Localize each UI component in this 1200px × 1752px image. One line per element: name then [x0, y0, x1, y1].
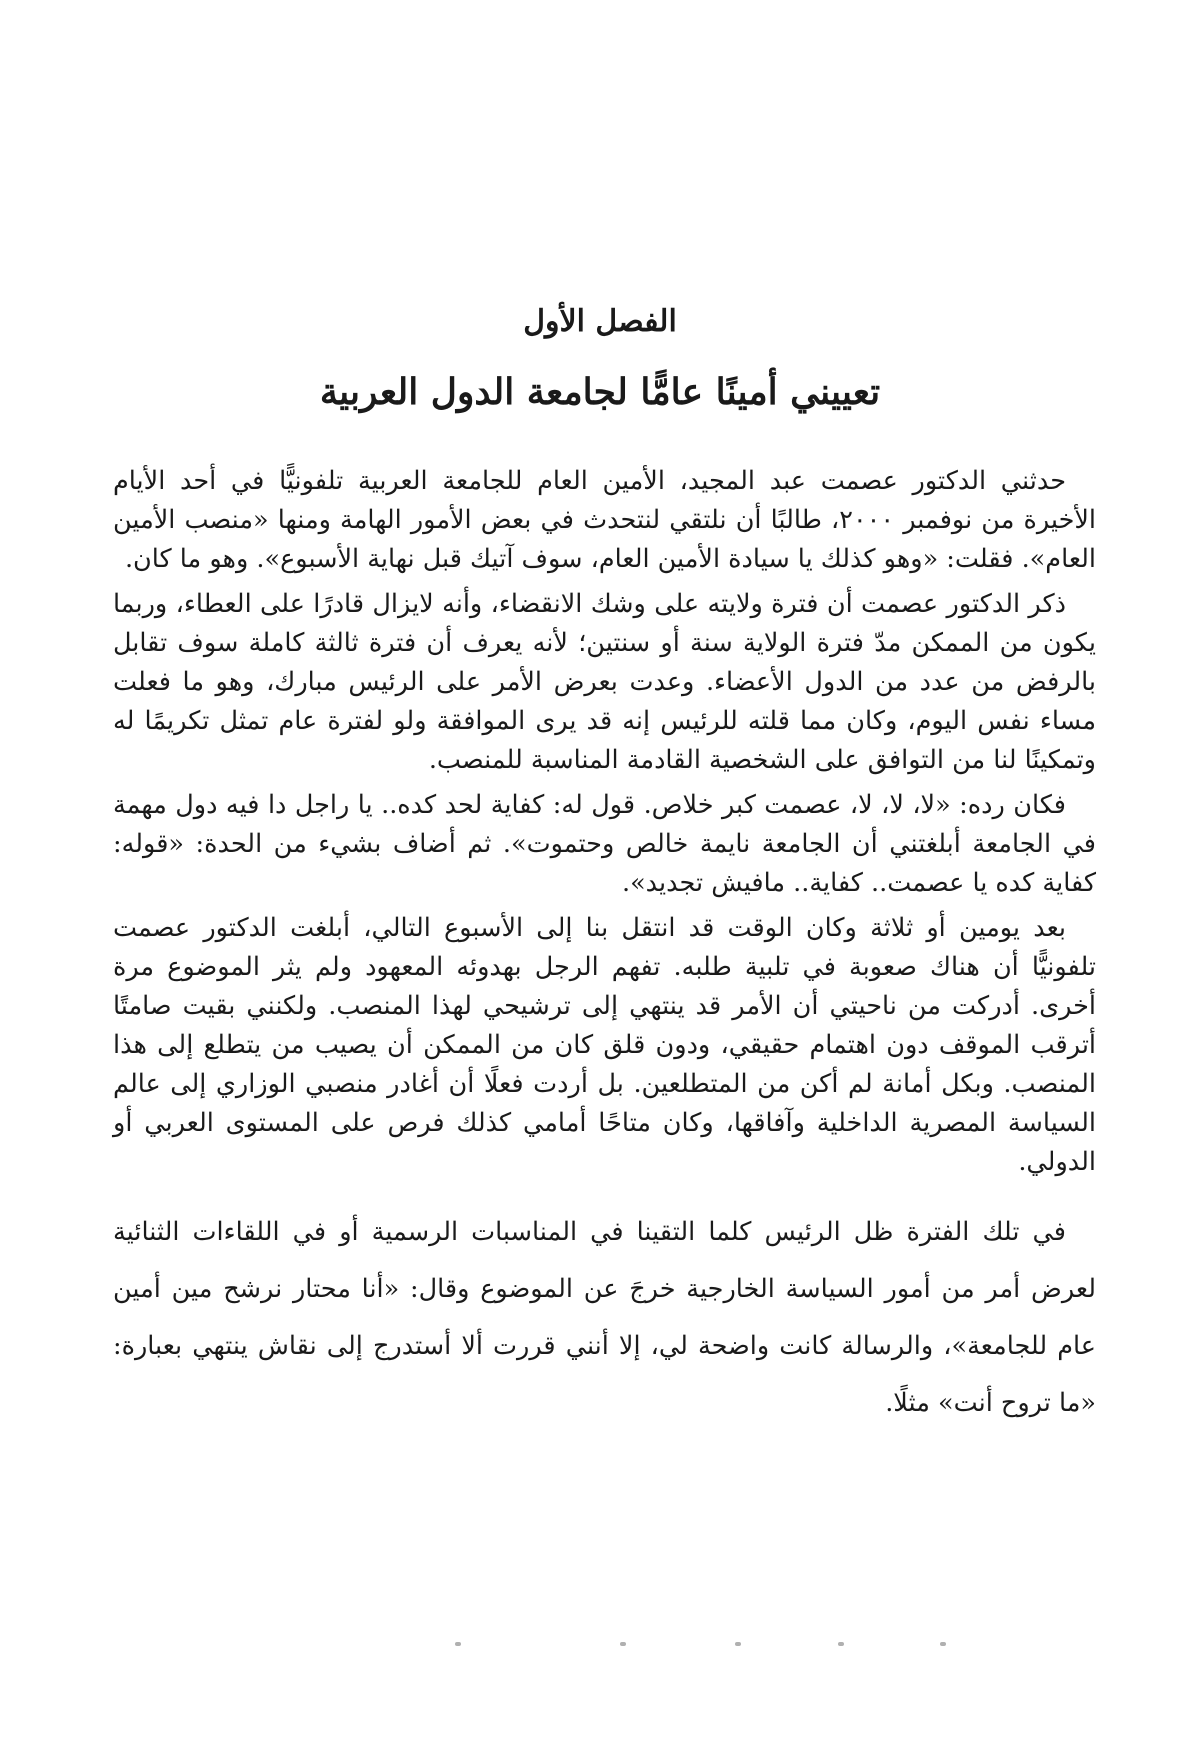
paragraph-4: بعد يومين أو ثلاثة وكان الوقت قد انتقل بنا إلى الأسبوع التالي، أبلغت الدكتور عصمت تلفونيًّا أن هناك صعوبة في تلبية طلبه. تفهم الرجل بهدوئه المعهود ولم يثر الموضوع مرة أخرى. أدركت من ناحيتي أن الأمر قد ينتهي إلى ترشيحي لهذا المنصب. ولكنني بقيت صامتًا أترقب الموقف دون اهتمام حقيقي، ودون قلق كان من الممكن أن يصيب من يتطلع إلى هذا المنصب. وبكل أمانة لم أكن من المتطلعين. بل أردت فعلًا أن أغادر منصبي الوزاري إلى عالم السياسة المصرية الداخلية وآفاقها، وكان متاحًا أمامي كذلك فرص على المستوى العربي أو الدولي. — [113, 913, 1096, 1177]
bleed-mark — [838, 1642, 844, 1646]
chapter-label: الفصل الأول — [523, 304, 677, 339]
paragraph-3: فكان رده: «لا، لا، لا، عصمت كبر خلاص. قول له: كفاية لحد كده.. يا راجل دا فيه دول مهمة في الجامعة أبلغتني أن الجامعة نايمة خالص وحتموت». ثم أضاف بشيء من الحدة: «قوله: كفاية كده يا عصمت.. كفاية.. مافيش تجديد». — [113, 790, 1096, 898]
bleed-mark — [455, 1642, 461, 1646]
bleed-mark — [940, 1642, 946, 1646]
paragraph-2: ذكر الدكتور عصمت أن فترة ولايته على وشك الانقضاء، وأنه لايزال قادرًا على العطاء، وربما يكون من الممكن مدّ فترة الولاية سنة أو سنتين؛ لأنه يعرف أن فترة ثالثة كاملة سوف تقابل بالرفض من عدد من الدول الأعضاء. وعدت بعرض الأمر على الرئيس مبارك، وهو ما فعلت مساء نفس اليوم، وكان مما قلته للرئيس إنه قد يرى الموافقة ولو لفترة عام تمثل تكريمًا له وتمكينًا لنا من التوافق على الشخصية القادمة المناسبة للمنصب. — [113, 589, 1096, 775]
bleed-mark — [620, 1642, 626, 1646]
paragraph-5: في تلك الفترة ظل الرئيس كلما التقينا في المناسبات الرسمية أو في اللقاءات الثنائية لعرض أمر من أمور السياسة الخارجية خرجَ عن الموضوع وقال: «أنا محتار نرشح مين أمين عام للجامعة»، والرسالة كانت واضحة لي، إلا أنني قررت ألا أستدرج إلى نقاش ينتهي بعبارة: «ما تروح أنت» مثلًا. — [113, 1217, 1096, 1418]
bleed-mark — [735, 1642, 741, 1646]
bleed-through-marks — [0, 1642, 1200, 1662]
body-text — [113, 462, 1096, 1438]
chapter-title: تعييني أمينًا عامًّا لجامعة الدول العربية — [319, 371, 881, 413]
paragraph-1: حدثني الدكتور عصمت عبد المجيد، الأمين العام للجامعة العربية تلفونيًّا في أحد الأيام الأخيرة من نوفمبر ٢٠٠٠، طالبًا أن نلتقي لنتحدث في بعض الأمور الهامة ومنها «منصب الأمين العام». فقلت: «وهو كذلك يا سيادة الأمين العام، سوف آتيك قبل نهاية الأسبوع». وهو ما كان. — [113, 466, 1096, 574]
